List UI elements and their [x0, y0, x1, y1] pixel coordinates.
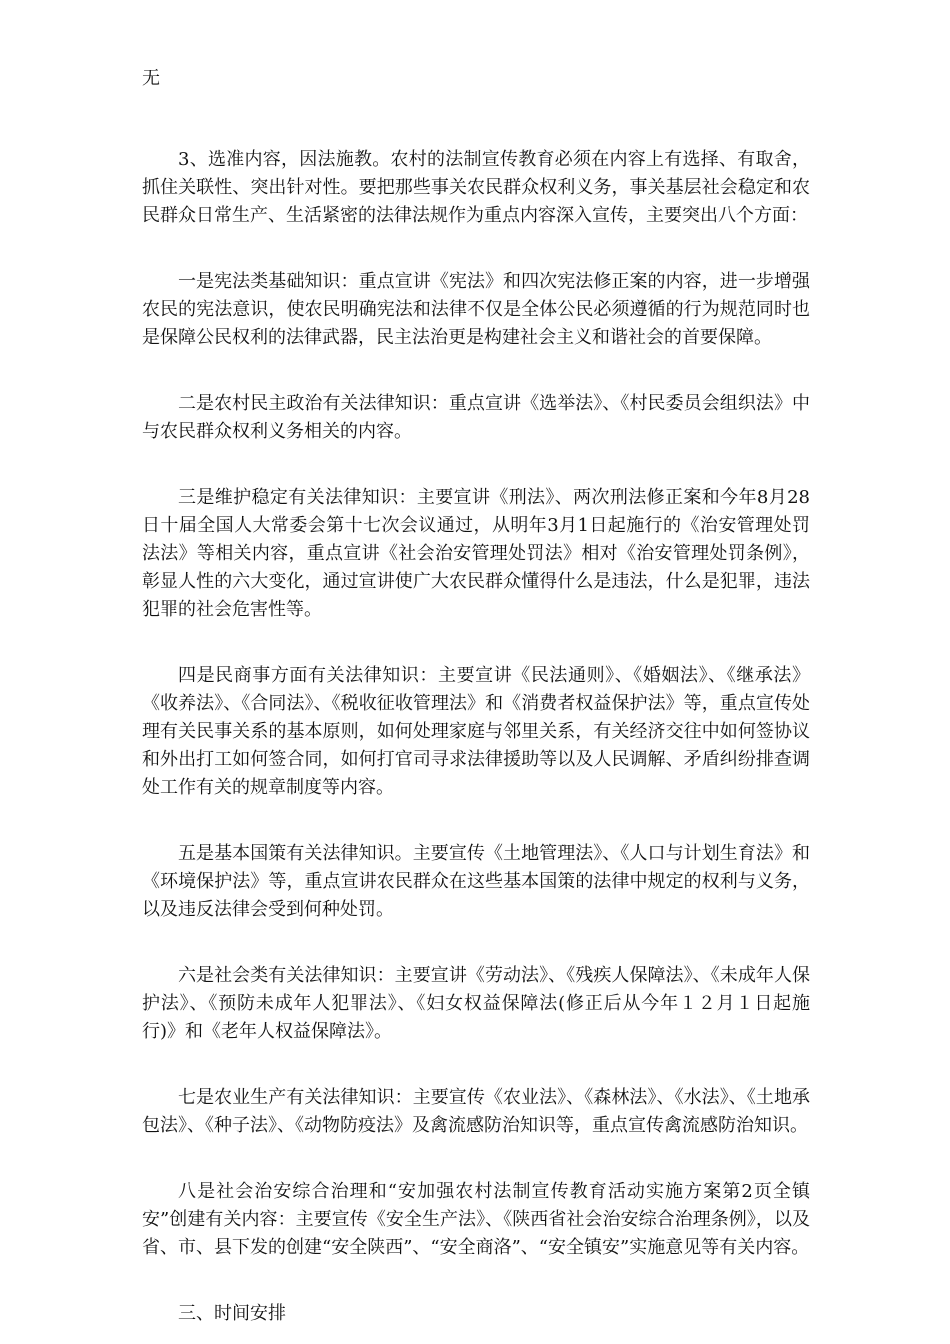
document-body [142, 146, 810, 1328]
paragraph-rural-democracy: 二是农村民主政治有关法律知识：重点宣讲《选举法》、《村民委员会组织法》中与农民群众权利义务相关的内容。 [142, 393, 810, 442]
paragraph-public-security: 八是社会治安综合治理和“安加强农村法制宣传教育活动实施方案第2页全镇安”创建有关内容：主要宣传《安全生产法》、《陕西省社会治安综合治理条例》，以及省、市、县下发的创建“安全陕西”、“安全商洛”、“安全镇安”实施意见等有关内容。 [142, 1181, 810, 1258]
paragraph-civil-commercial-law: 四是民商事方面有关法律知识：主要宣讲《民法通则》、《婚姻法》、《继承法》《收养法》、《合同法》、《税收征收管理法》和《消费者权益保护法》等，重点宣传处理有关民事关系的基本原则，如何处理家庭与邻里关系，有关经济交往中如何签协议和外出打工如何签合同，如何打官司寻求法律援助等以及人民调解、矛盾纠纷排查调处工作有关的规章制度等内容。 [142, 665, 810, 798]
paragraph-constitution: 一是宪法类基础知识：重点宣讲《宪法》和四次宪法修正案的内容，进一步增强农民的宪法意识，使农民明确宪法和法律不仅是全体公民必须遵循的行为规范同时也是保障公民权利的法律武器，民主法治更是构建社会主义和谐社会的首要保障。 [142, 271, 810, 348]
paragraph-social-law: 六是社会类有关法律知识：主要宣讲《劳动法》、《残疾人保障法》、《未成年人保护法》、《预防未成年人犯罪法》、《妇女权益保障法(修正后从今年１２月１日起施行)》和《老年人权益保障法》。 [142, 965, 810, 1042]
header-text: 无 [142, 68, 160, 89]
paragraph-stability-law: 三是维护稳定有关法律知识：主要宣讲《刑法》、两次刑法修正案和今年8月28日十届全国人大常委会第十七次会议通过，从明年3月1日起施行的《治安管理处罚法法》等相关内容，重点宣讲《社会治安管理处罚法》相对《治安管理处罚条例》，彰显人性的六大变化，通过宣讲使广大农民群众懂得什么是违法，什么是犯罪，违法犯罪的社会危害性等。 [142, 487, 810, 620]
paragraph-agriculture-law: 七是农业生产有关法律知识：主要宣传《农业法》、《森林法》、《水法》、《土地承包法》、《种子法》、《动物防疫法》及禽流感防治知识等，重点宣传禽流感防治知识。 [142, 1087, 810, 1136]
section-heading-schedule: 三、时间安排 [178, 1303, 286, 1324]
paragraph-content-selection: 3、选准内容，因法施教。农村的法制宣传教育必须在内容上有选择、有取舍，抓住关联性、突出针对性。要把那些事关农民群众权利义务，事关基层社会稳定和农民群众日常生产、生活紧密的法律法规作为重点内容深入宣传，主要突出八个方面： [142, 149, 810, 226]
paragraph-national-policy-law: 五是基本国策有关法律知识。主要宣传《土地管理法》、《人口与计划生育法》和《环境保护法》等，重点宣讲农民群众在这些基本国策的法律中规定的权利与义务，以及违反法律会受到何种处罚。 [142, 843, 810, 920]
